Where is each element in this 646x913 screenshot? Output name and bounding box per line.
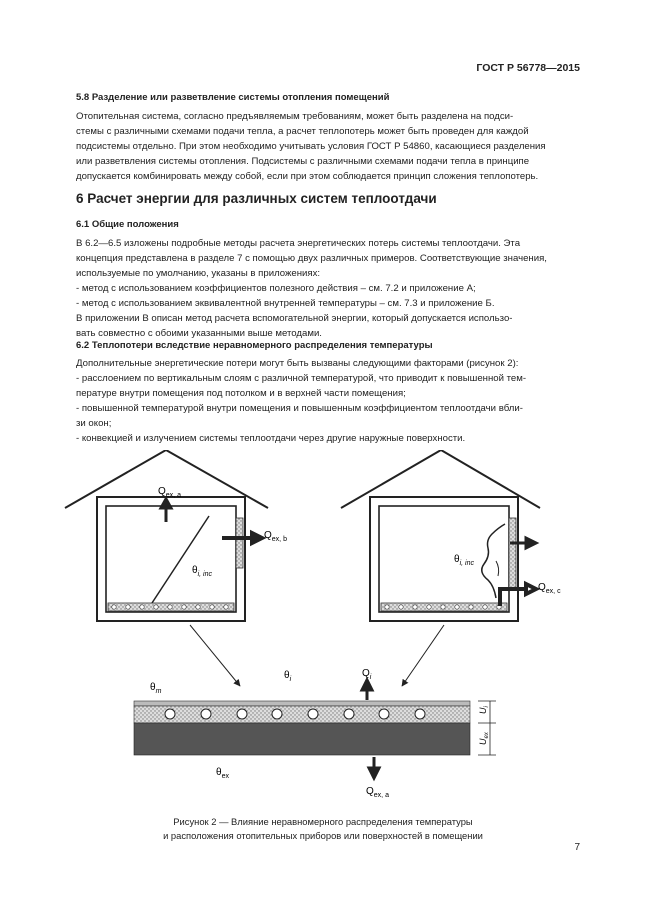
right-temperature-curve bbox=[482, 524, 505, 598]
text-line: концепция представлена в разделе 7 с помощью двух различных примеров. Соответствующие значения, bbox=[76, 253, 547, 264]
label-theta-inc-left: $\theta_{i, inc}$ bbox=[192, 565, 212, 578]
caption-line-2: и расположения отопительных приборов или поверхностей в помещении bbox=[163, 830, 483, 841]
qi-arrow bbox=[362, 680, 372, 700]
left-house-outer-wall bbox=[97, 497, 245, 621]
text-line: подсистемы отдельно. При этом необходимо учитывать условия ГОСТ Р 54860, касающиеся разделения bbox=[76, 141, 546, 152]
section-5-8-heading: 5.8 Разделение или разветвление системы отопления помещений bbox=[76, 92, 390, 103]
text-line: В 6.2—6.5 изложены подробные методы расчета энергетических потерь системы теплоотдачи. Эта bbox=[76, 238, 521, 249]
text-line: используемые по умолчанию, указаны в приложениях: bbox=[76, 268, 321, 279]
figure-caption bbox=[0, 815, 646, 843]
text-line: - конвекцией и излучением системы теплоотдачи через другие наружные поверхности. bbox=[76, 433, 466, 444]
label-theta-i: $\theta_i$ bbox=[284, 670, 292, 683]
text-line: зи окон; bbox=[76, 418, 112, 429]
text-line: Отопительная система, согласно предъявляемым требованиям, может быть разделена на подси- bbox=[76, 111, 514, 122]
text-line: Дополнительные энергетические потери могут быть вызваны следующими факторами (рисунок 2): bbox=[76, 358, 519, 369]
section-6-2-text bbox=[76, 356, 582, 446]
text-line: вать совместно с обоими указанными выше методами. bbox=[76, 328, 322, 339]
qexa-top-arrow bbox=[161, 499, 171, 522]
right-wall-heating bbox=[509, 518, 516, 588]
label-ui: $U_i$ bbox=[478, 706, 490, 714]
page-number: 7 bbox=[574, 842, 580, 853]
section-6-heading: 6 Расчет энергии для различных систем теплоотдачи bbox=[76, 191, 437, 206]
text-line: допускается комбинировать между собой, если при этом соблюдается принцип сложения теплопотерь. bbox=[76, 171, 539, 182]
text-line: - повышенной температурой внутри помещения и повышенным коэффициентом теплоотдачи вбли- bbox=[76, 403, 523, 414]
left-floor-pipes bbox=[112, 605, 228, 609]
left-connector-arrow bbox=[190, 625, 240, 686]
label-qexb: $Q_{ex, b}$ bbox=[264, 530, 287, 543]
standard-header: ГОСТ Р 56778—2015 bbox=[476, 62, 580, 74]
label-theta-inc-right: $\theta_{i, inc}$ bbox=[454, 554, 474, 567]
floor-insulation-layer bbox=[134, 723, 470, 755]
left-house-inner-wall bbox=[106, 506, 236, 612]
label-uex: $U_{ex}$ bbox=[478, 732, 490, 745]
left-temperature-gradient-line bbox=[152, 516, 209, 603]
text-line: или разветвления системы отопления. Подсистемы с различными схемами подачи тепла в принципе bbox=[76, 156, 530, 167]
right-small-curve bbox=[496, 561, 499, 576]
label-theta-ex: $\theta_{ex}$ bbox=[216, 767, 229, 780]
right-house-outer-wall bbox=[370, 497, 518, 621]
label-qexa-bottom: $Q_{ex, a}$ bbox=[366, 786, 389, 799]
qexa-bottom-arrow bbox=[369, 757, 379, 778]
section-6-1-heading: 6.1 Общие положения bbox=[76, 219, 179, 230]
right-floor-pipes bbox=[385, 605, 501, 609]
right-house-inner-wall bbox=[379, 506, 509, 612]
text-line: - расслоением по вертикальным слоям с различной температурой, что приводит к повышенной тем- bbox=[76, 373, 527, 384]
right-house bbox=[341, 450, 540, 621]
text-line: - метод с использованием эквивалентной внутренней температуры – см. 7.3 и приложение Б. bbox=[76, 298, 495, 309]
label-qi: $Q_i$ bbox=[362, 668, 372, 681]
text-line: стемы с различными схемами подачи тепла, а расчет теплопотерь может быть проведен для каждой bbox=[76, 126, 529, 137]
section-6-2-heading: 6.2 Теплопотери вследствие неравномерного распределения температуры bbox=[76, 340, 433, 351]
text-line: В приложении В описан метод расчета вспомогательной энергии, который допускается использо- bbox=[76, 313, 513, 324]
figure-2-diagram bbox=[0, 450, 646, 810]
floor-surface-layer bbox=[134, 701, 470, 706]
label-qexa-top: $Q_{ex, a}$ bbox=[158, 486, 181, 499]
label-theta-m: $\theta_m$ bbox=[150, 682, 162, 695]
floor-section bbox=[134, 680, 496, 778]
caption-line-1: Рисунок 2 — Влияние неравномерного распределения температуры bbox=[173, 816, 473, 827]
left-house bbox=[65, 450, 268, 621]
text-line: - метод с использованием коэффициентов полезного действия – см. 7.2 и приложение А; bbox=[76, 283, 476, 294]
section-6-1-text bbox=[76, 236, 582, 341]
text-line: пературе внутри помещения под потолком и в верхней части помещения; bbox=[76, 388, 406, 399]
right-connector-arrow bbox=[402, 625, 444, 686]
label-qexc: $Q_{ex, c}$ bbox=[538, 582, 561, 595]
left-wall-heating bbox=[236, 518, 243, 568]
section-5-8-text bbox=[76, 109, 582, 184]
